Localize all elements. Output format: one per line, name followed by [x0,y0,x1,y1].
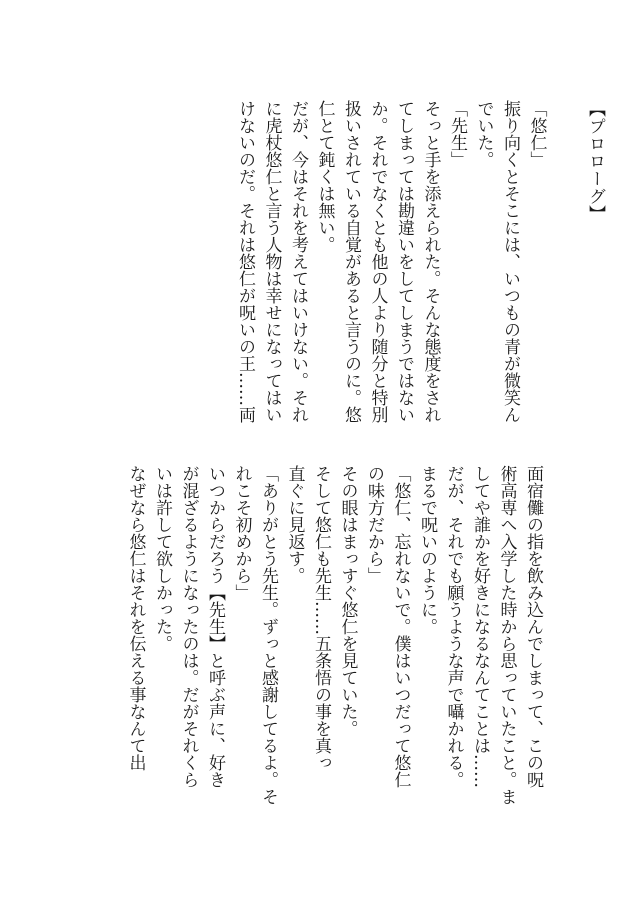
text-line: の味方だから」 [364,465,384,584]
chapter-title: 【プロローグ】 [585,100,605,223]
text-line: 扱いされている自覚があると言うのに。悠 [341,100,361,423]
text-line: 振り向くとそこには、いつもの青が微笑ん [500,100,520,423]
text-line: なぜなら悠仁はそれを伝える事なんて出 [125,465,146,771]
text-line: に虎杖悠仁と言う人物は幸せになってはい [261,100,282,423]
text-line: そっと手を添えられた。そんな態度をされ [420,100,441,423]
text-line: 「悠仁、忘れないで。僕はいつだって悠仁 [390,465,411,788]
text-line: 「悠仁」 [526,100,547,168]
text-line: 面宿儺の指を飲み込んでしまって、この呪 [523,465,543,788]
text-line: でいた。 [473,100,494,168]
text-line: そして悠仁も先生……五条悟の事を真っ [311,465,331,771]
text-block-bottom [122,465,546,810]
text-line: が混ざるようになったのは。だがそれくら [178,465,199,788]
text-line: けないのだ。それは悠仁が呪いの王……両 [235,100,255,423]
text-line: してや誰かを好きになるなんてことは…… [470,465,490,788]
text-line: れこそ初めから」 [231,465,252,601]
text-line: 直ぐに見返す。 [284,465,305,584]
text-line: 仁とて鈍くは無い。 [314,100,335,253]
text-line: 術高専へ入学した時から思っていたこと。ま [496,465,517,805]
text-line: その眼はまっすぐ悠仁を見ていた。 [337,465,358,737]
text-block-top [232,100,609,435]
text-line: いは許して欲しかった。 [152,465,172,652]
text-line: か。それでなくとも他の人より随分と特別 [367,100,388,423]
text-line: だが、今はそれを考えてはいけない。それ [288,100,308,423]
text-line: だが、それでも願うような声で囁かれる。 [443,465,464,788]
text-line: 「ありがとう先生。ずっと感謝してるよ。そ [258,465,278,805]
text-line: まるで呪いのように。 [417,465,437,635]
text-line: 「先生」 [447,100,467,168]
text-line: いつからだろう【先生】と呼ぶ声に、好き [205,465,225,788]
text-line: てしまっては勘違いをしてしまうではない [394,100,414,423]
